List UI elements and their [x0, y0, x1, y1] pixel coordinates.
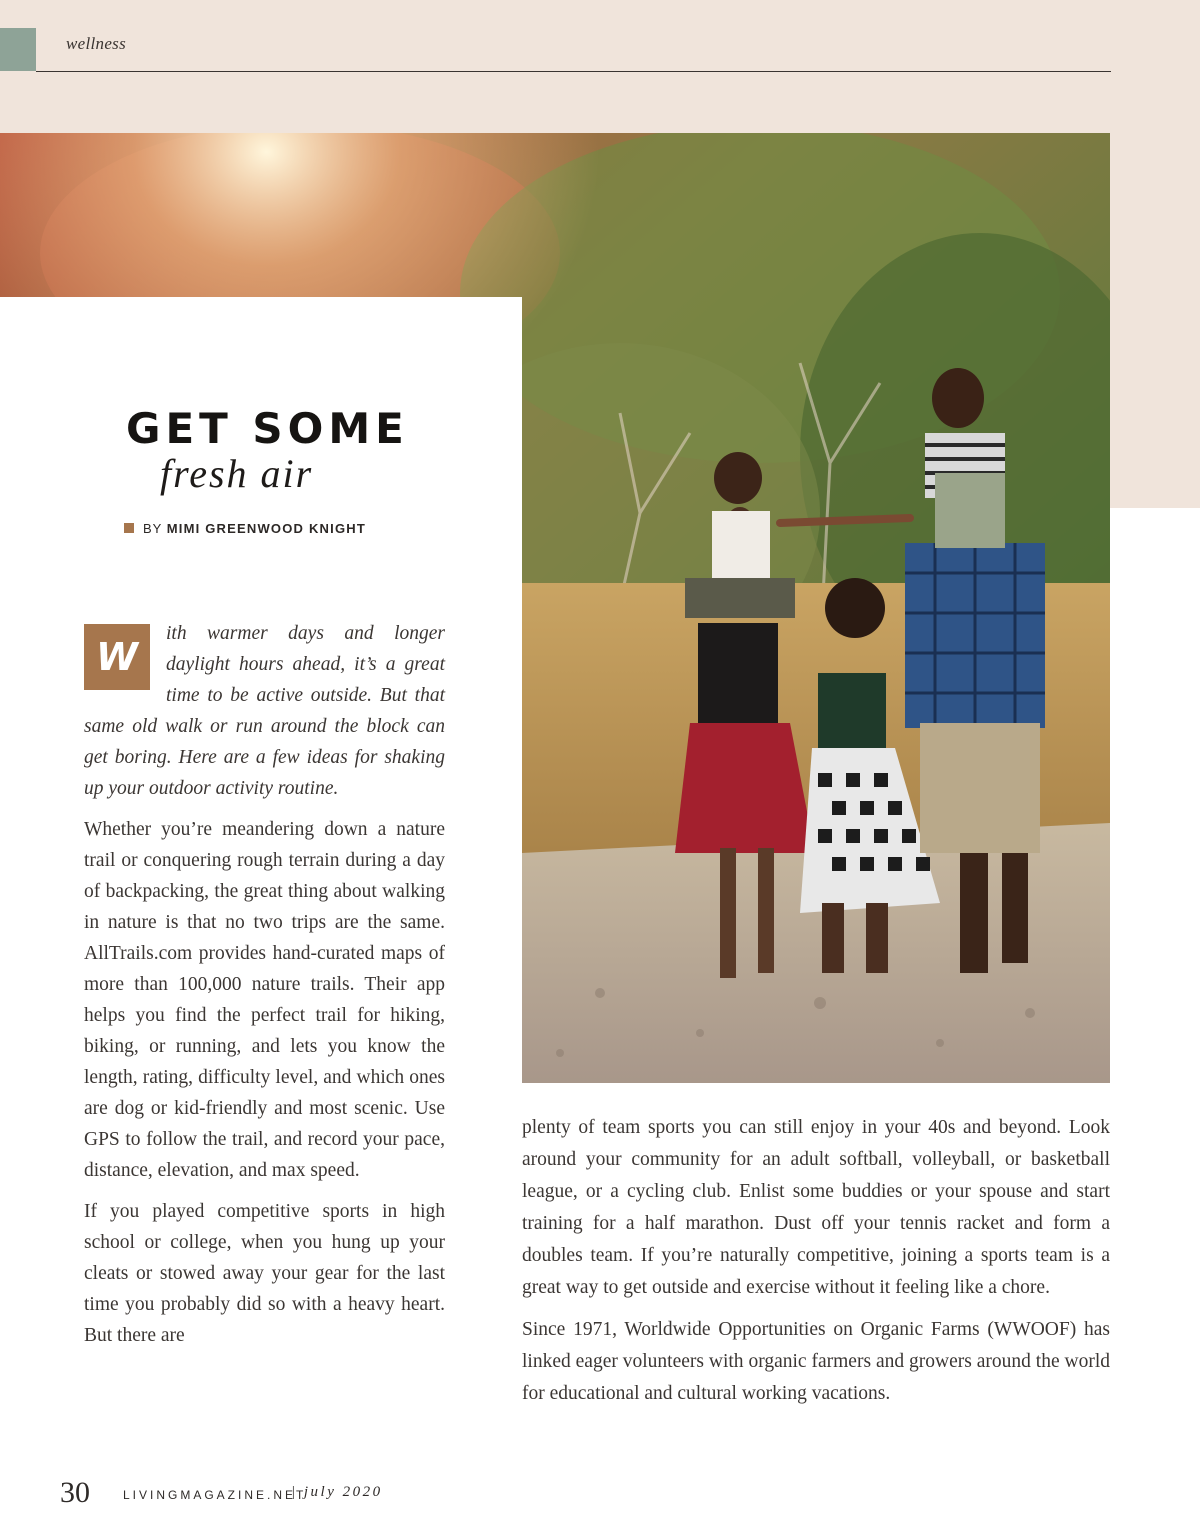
body-paragraph-3: Since 1971, Worldwide Opportunities on Organic Farms (WWOOF) has linked eager volunteers with organic farmers and growers around the world for educational and cultural working vacations. — [522, 1319, 1110, 1404]
article-title: GET SOME — [126, 404, 409, 453]
byline — [124, 521, 366, 536]
body-paragraph-1: Whether you’re meandering down a nature trail or conquering rough terrain during a day of backpacking, the great thing about walking in nature is that no two trips are the same. AllTrails.com provides hand-curated maps of more than 100,000 nature trails. Their app helps you find the perfect trail for hiking, biking, or running, and lets you know the length, rating, difficulty level, and which ones are dog or kid-friendly and most scenic. Use GPS to follow the trail, and record your pace, distance, elevation, and max speed. — [84, 819, 445, 1181]
byline-author: MIMI GREENWOOD KNIGHT — [166, 521, 366, 536]
section-tab — [0, 28, 36, 71]
section-label: wellness — [66, 34, 127, 53]
intro-text: ith warmer days and longer daylight hours ahead, it’s a great time to be active outside. But that same old walk or run around the block can get boring. Here are a few ideas for shaking up your outdoor activity routine. — [84, 623, 445, 799]
article-subtitle: fresh air — [160, 451, 314, 496]
drop-cap: W — [84, 624, 150, 690]
body-column-right — [522, 1112, 1110, 1420]
header-rule — [36, 71, 1111, 72]
byline-square — [124, 523, 134, 533]
intro-paragraph — [84, 618, 445, 804]
page-number: 30 — [60, 1476, 90, 1509]
body-paragraph-2-cont: plenty of team sports you can still enjoy in your 40s and beyond. Look around your community for an adult softball, volleyball, or basketball league, or a cycling club. Enlist some buddies or your spouse and start training for a half marathon. Dust off your tennis racket and form a doubles team. If you’re naturally competitive, joining a sports team is a great way to get outside and exercise without it feeling like a chore. — [522, 1117, 1110, 1298]
byline-prefix: BY — [143, 521, 163, 536]
body-column-left — [84, 618, 445, 1361]
header-band — [0, 0, 1200, 133]
body-paragraph-2-start: If you played competitive sports in high school or college, when you hung up your cleats or stowed away your gear for the last time you probably did so with a heavy heart. But there are — [84, 1201, 445, 1346]
side-band — [1110, 133, 1200, 508]
footer-site: LIVINGMAGAZINE.NET — [123, 1488, 307, 1502]
footer-date: | july 2020 — [291, 1484, 383, 1500]
